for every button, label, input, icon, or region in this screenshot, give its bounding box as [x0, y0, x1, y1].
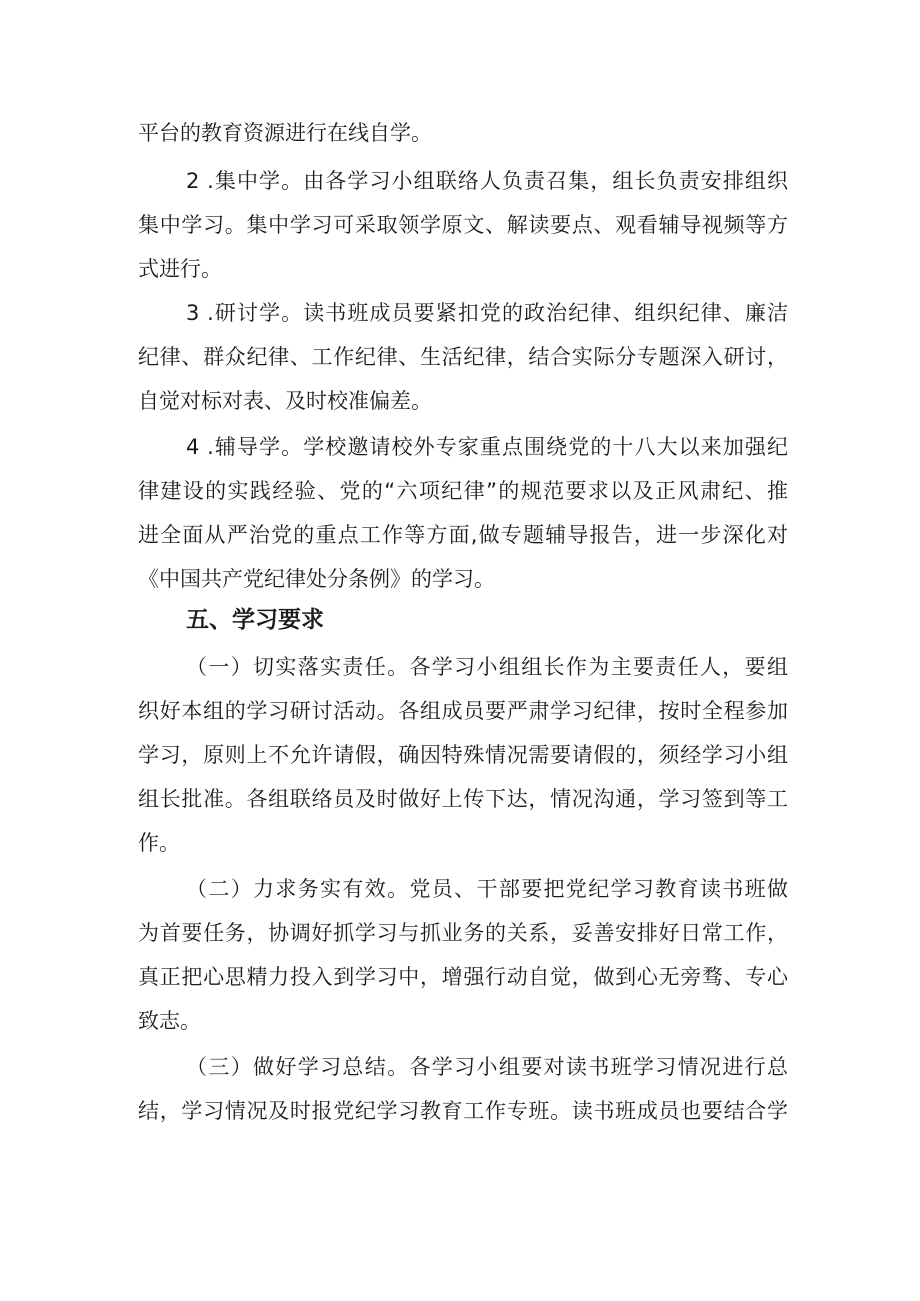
paragraph-line: 式进行。 — [138, 257, 222, 281]
paragraph-line: 真正把心思精力投入到学习中，增强行动自觉，做到心无旁骛、专心 — [138, 965, 788, 989]
paragraph-line: 学习，原则上不允许请假，确因特殊情况需要请假的，须经学习小组 — [138, 743, 788, 767]
paragraph-line: 纪律、群众纪律、工作纪律、生活纪律，结合实际分专题深入研讨， — [138, 345, 788, 369]
paragraph-line: 作。 — [138, 831, 180, 855]
paragraph-line: 4 .辅导学。学校邀请校外专家重点围绕党的十八大以来加强纪 — [186, 435, 788, 459]
paragraph-line: 律建设的实践经验、党的“六项纪律”的规范要求以及正风肃纪、推 — [138, 479, 788, 503]
section-heading: 五、学习要求 — [186, 607, 324, 633]
paragraph-line: 结，学习情况及时报党纪学习教育工作专班。读书班成员也要结合学 — [138, 1099, 788, 1123]
paragraph-line: 3 .研讨学。读书班成员要紧扣党的政治纪律、组织纪律、廉洁 — [186, 301, 788, 325]
paragraph-line: 《中国共产党纪律处分条例》的学习。 — [138, 567, 495, 591]
paragraph-line: 2 .集中学。由各学习小组联络人负责召集，组长负责安排组织 — [186, 169, 788, 193]
paragraph-line: 集中学习。集中学习可采取领学原文、解读要点、观看辅导视频等方 — [138, 213, 788, 237]
paragraph-line: 为首要任务，协调好抓学习与抓业务的关系，妥善安排好日常工作， — [138, 921, 788, 945]
paragraph-line: 自觉对标对表、及时校准偏差。 — [138, 389, 432, 413]
paragraph-line: 织好本组的学习研讨活动。各组成员要严肃学习纪律，按时全程参加 — [138, 699, 788, 723]
paragraph-line: 平台的教育资源进行在线自学。 — [138, 121, 432, 145]
paragraph-line: 组长批准。各组联络员及时做好上传下达，情况沟通，学习签到等工 — [138, 787, 788, 811]
paragraph-line: （三）做好学习总结。各学习小组要对读书班学习情况进行总 — [186, 1055, 788, 1079]
paragraph-line: 致志。 — [138, 1009, 201, 1033]
paragraph-line: 进全面从严治党的重点工作等方面,做专题辅导报告，进一步深化对 — [138, 523, 788, 547]
paragraph-line: （一）切实落实责任。各学习小组组长作为主要责任人，要组 — [186, 655, 788, 679]
paragraph-line: （二）力求务实有效。党员、干部要把党纪学习教育读书班做 — [186, 877, 788, 901]
